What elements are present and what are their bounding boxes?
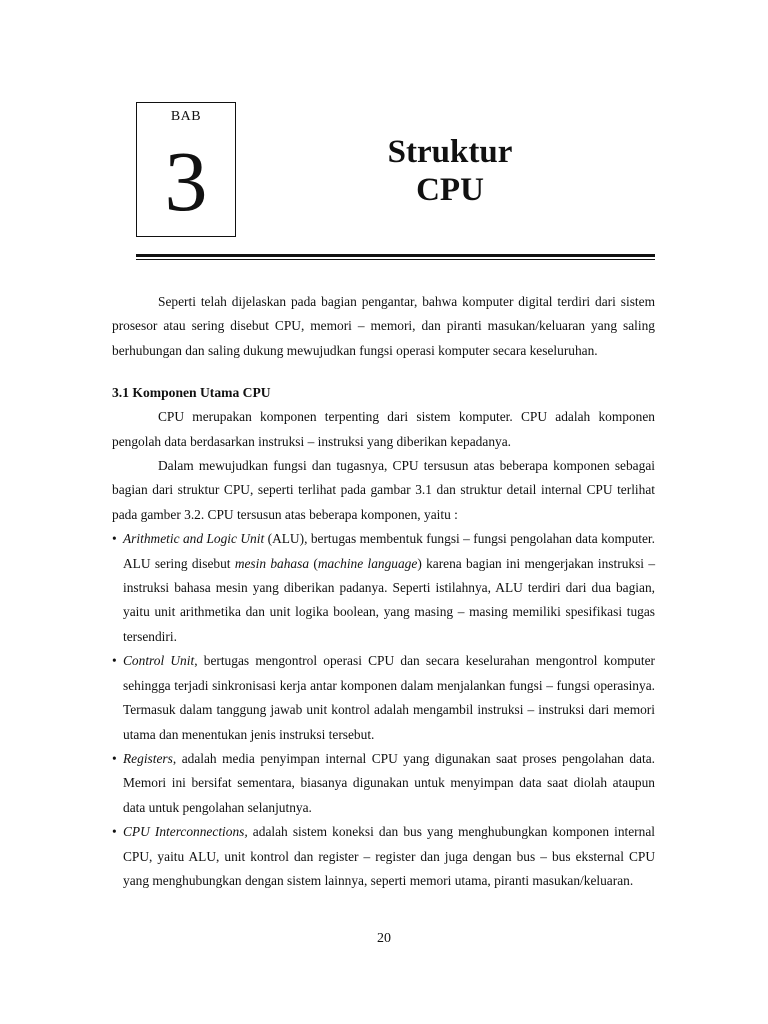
term-alu: Arithmetic and Logic Unit <box>123 531 265 547</box>
term-registers: Registers <box>123 750 173 766</box>
alu-text-b: ( <box>309 555 318 571</box>
chapter-label: BAB <box>170 109 202 124</box>
body-text <box>112 290 655 893</box>
registers-text: , adalah media penyimpan internal CPU yang digunakan saat proses pengolahan data. Memori ini bersifat sementara, biasanya digunakan untuk menyimpan data saat diolah ataupun data untuk pengolahan selanjutnya. <box>123 750 655 815</box>
intro-paragraph: Seperti telah dijelaskan pada bagian pengantar, bahwa komputer digital terdiri dari sistem prosesor atau sering disebut CPU, memori – memori, dan piranti masukan/keluaran yang saling berhubungan dan saling dukung mewujudkan fungsi operasi komputer secara keseluruhan. <box>112 294 655 358</box>
bullet-mark: • <box>112 531 117 547</box>
section-paragraph-2: Dalam mewujudkan fungsi dan tugasnya, CPU tersusun atas beberapa komponen sebagai bagian dari struktur CPU, seperti terlihat pada gambar 3.1 dan struktur detail internal CPU terlihat pada gamber 3.2. CPU tersusun atas beberapa komponen, yaitu : <box>112 458 655 522</box>
title-rule-thick <box>136 254 655 257</box>
chapter-title-line2: CPU <box>416 172 484 208</box>
chapter-number: 3 <box>164 133 208 229</box>
page-number: 20 <box>377 931 391 946</box>
chapter-box <box>136 102 236 237</box>
alu-text-c: ) karena bagian ini mengerjakan instruksi – instruksi bahasa mesin yang diberikan padanya. Seperti istilahnya, ALU terdiri dari dua bagian, yaitu unit arithmetika dan unit logika boolean, yang masing – masing memiliki spesifikasi tugas tersendiri. <box>123 555 656 644</box>
term-cpu-interconnections: CPU Interconnections, <box>123 824 248 840</box>
chapter-title-line1: Struktur <box>387 134 513 170</box>
section-paragraph-1: CPU merupakan komponen terpenting dari sistem komputer. CPU adalah komponen pengolah data berdasarkan instruksi – instruksi yang diberikan kepadanya. <box>112 409 655 449</box>
bullet-alu <box>112 527 655 649</box>
term-mesin-bahasa: mesin bahasa <box>234 555 310 571</box>
alu-text-a: (ALU), bertugas membentuk fungsi – fungsi pengolahan data komputer. ALU sering disebut <box>123 531 655 571</box>
term-control-unit: Control Unit <box>123 653 195 669</box>
bullet-mark: • <box>112 750 117 766</box>
title-rule-thin <box>136 259 655 260</box>
term-machine-language: machine language <box>317 555 418 571</box>
chapter-title <box>340 133 560 209</box>
control-unit-text: , bertugas mengontrol operasi CPU dan secara keselurahan mengontrol komputer sehingga terjadi sinkronisasi kerja antar komponen dalam menjalankan fungsi – fungsi operasinya. Termasuk dalam tanggung jawab unit kontrol adalah mengambil instruksi – instruksi dari memori utama dan menentukan jenis instruksi tersebut. <box>123 653 655 742</box>
section-heading: 3.1 Komponen Utama CPU <box>112 385 271 401</box>
bullet-mark: • <box>112 653 117 669</box>
bullet-control-unit <box>112 649 655 747</box>
bullet-registers <box>112 747 655 820</box>
bullet-mark: • <box>112 824 117 840</box>
interconnections-text: adalah sistem koneksi dan bus yang menghubungkan komponen internal CPU, yaitu ALU, unit kontrol dan register – register dan juga dengan bus – bus eksternal CPU yang menghubungkan dengan sistem lainnya, seperti memori utama, piranti masukan/keluaran. <box>123 824 655 888</box>
bullet-interconnections <box>112 820 655 893</box>
